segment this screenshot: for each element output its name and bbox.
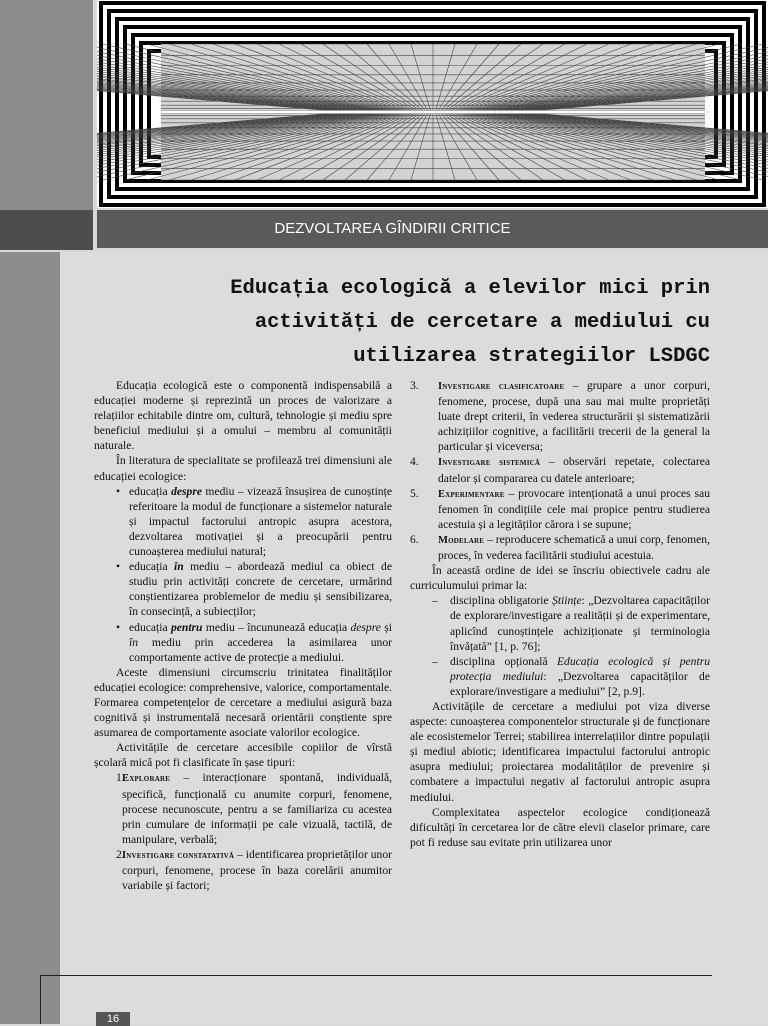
- list-item: • educația despre mediu – vizează însușirea de cunoștințe referitoare la modul de funcționare a sistemelor naturale și impactul factorului antropic asupra acestora, dezvoltarea motivației și a preocupării pentru cunoașterea mediului natural;: [116, 484, 392, 559]
- side-decor-top: [0, 0, 93, 210]
- paragraph: Educația ecologică este o componentă indispensabilă a educației moderne și reprezintă un proces de valorizare a relațiilor echitabile dintre om, cultură, tehnologie și mediu spre beneficiul mediului și a omului – membru al comunității naturale.: [94, 379, 392, 453]
- footer-rule-vertical: [40, 975, 41, 1024]
- header-banner: [97, 0, 768, 208]
- list-item: 4. Investigare sistemică – observări repetate, colectarea datelor și compararea cu datele anterioare;: [410, 455, 710, 485]
- article-title: [120, 272, 710, 374]
- paragraph: Activitățile de cercetare a mediului pot viza diverse aspecte: cunoașterea componentelor structurale și de funcționare ale ecosistemelor Terrei; stabilirea interrelațiilor dintre populații și mediul abiotic; identificarea impactului factorului antropic asupra mediului; proiectarea modalităților de prevenire și combatere a impactului negativ al factorului antropic asupra mediului.: [410, 699, 710, 804]
- activity-types-list: [94, 770, 392, 893]
- list-item: – disciplina opțională Educația ecologică și pentru protecția mediului: „Dezvoltarea capacităților de explorare/investigare a mediului” [2, p.9].: [432, 654, 711, 698]
- paragraph: Activitățile de cercetare accesibile copiilor de vîrstă școlară mică pot fi clasificate în șase tipuri:: [94, 741, 392, 770]
- paragraph: În literatura de specialitate se profilează trei dimensiuni ale educației ecologice:: [94, 454, 392, 483]
- bullet-icon: •: [116, 484, 121, 498]
- dimensions-list: [94, 484, 392, 665]
- list-item: 1. Explorare – interacționare spontană, individuală, specifică, funcțională cu anumite corpuri, fenomene, procese necunoscute, pentru a se familiariza cu acestea prin cumulare de informații pe cale vizuală, tactilă, de manipulare, verbală;: [116, 771, 392, 846]
- footer-rule: [40, 975, 712, 976]
- left-column: [94, 378, 392, 893]
- activity-types-list-cont: [410, 378, 710, 563]
- curriculum-list: [410, 593, 710, 699]
- list-item: 3. Investigare clasificatoare – grupare a unor corpuri, fenomene, procese, după una sau mai multe proprietăți luate drept criterii, în vederea structurării și sistematizării achizițiilor cognitive, a facilitării trecerii de la general la particular și viceversa;: [410, 379, 710, 454]
- paragraph: În această ordine de idei se înscriu obiectivele cadru ale curriculumului primar la:: [410, 564, 710, 593]
- side-decor-bottom: [0, 252, 60, 1024]
- title-line-3: utilizarea strategiilor LSDGC: [353, 345, 710, 368]
- perspective-grid-graphic: [97, 0, 768, 208]
- paragraph: Aceste dimensiuni circumscriu trinitatea finalităților educației ecologice: comprehensive, valorice, comportamentale. Formarea competențelor de cercetare a mediului asigură baza cognitivă și instrumentală necesară orientării conștiente spre asumarea de comportamente asociate valorilor ecologice.: [94, 665, 392, 740]
- list-item: 6. Modelare – reproducere schematică a unui corp, fenomen, proces, în vederea facilitării studiului acestuia.: [410, 532, 710, 563]
- section-header: [97, 210, 768, 248]
- bullet-icon: •: [116, 620, 121, 634]
- bullet-icon: •: [116, 560, 121, 574]
- right-column: [410, 378, 710, 850]
- paragraph: Complexitatea aspectelor ecologice condiționează dificultăți în cercetarea lor de către elevii claselor primare, care pot fi reduse sau evitate prin utilizarea unor: [410, 805, 710, 849]
- side-decor-band: [0, 210, 93, 250]
- list-item: 5. Experimentare – provocare intenționată a unui proces sau fenomen în condițiile cele mai propice pentru studierea acestuia și a legităților cărora i se supune;: [410, 486, 710, 531]
- list-item: – disciplina obligatorie Științe: „Dezvoltarea capacităților de explorare/investigare a realității și de experimentare, aplicînd cunoștințele achiziționate și terminologia învățată” [1, p. 76];: [432, 594, 710, 653]
- list-item: • educația pentru mediu – încununează educația despre și în mediu prin accederea la asimilarea unor comportamente active de protecție a mediului.: [116, 620, 392, 664]
- page-number: 16: [96, 1012, 130, 1026]
- list-item: • educația în mediu – abordează mediul ca obiect de studiu prin activități concrete de cercetare, urmărind conștientizarea problemelor de mediu și sensibilizarea, în consecință, a subiecților;: [116, 560, 392, 619]
- title-line-2: activități de cercetare a mediului cu: [254, 311, 710, 334]
- list-item: 2. Investigare constatativă – identificarea proprietăților unor corpuri, fenomene, procese în baza corelării anumitor variabile și factori;: [116, 847, 392, 893]
- title-line-1: Educația ecologică a elevilor mici prin: [230, 277, 710, 300]
- section-header-text: DEZVOLTAREA GÎNDIRII CRITICE: [274, 220, 511, 237]
